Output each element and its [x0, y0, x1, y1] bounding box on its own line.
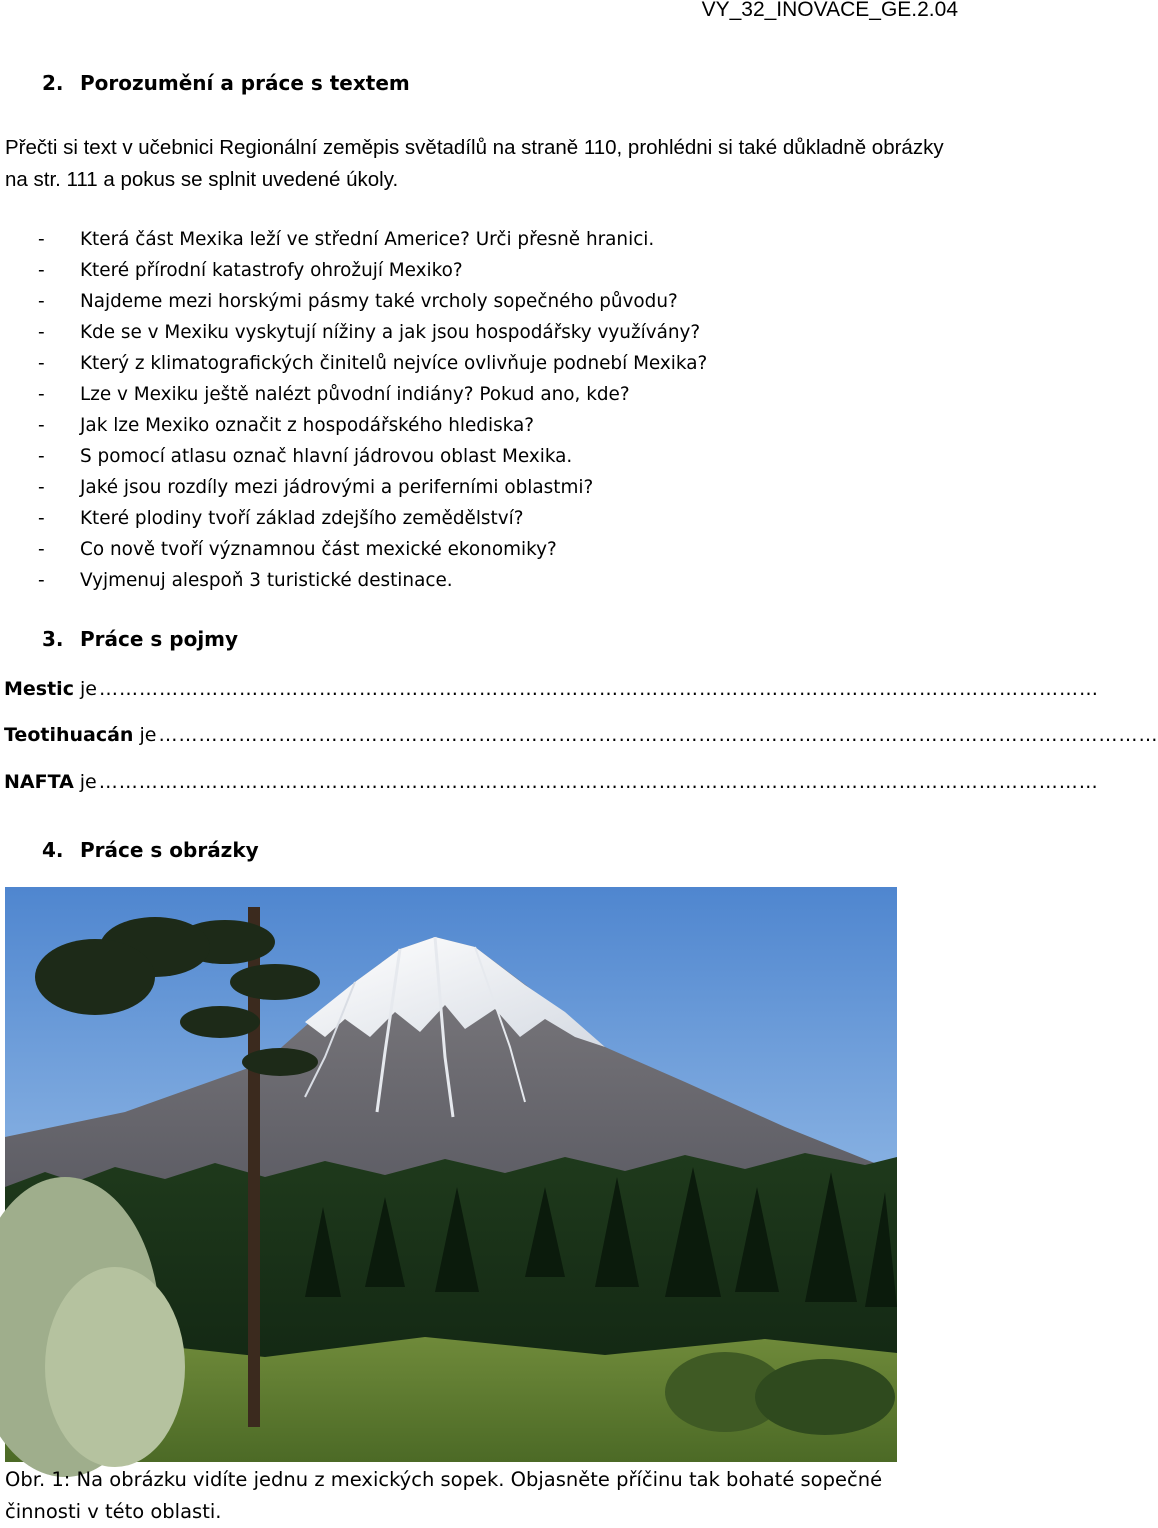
- term-suffix: je: [79, 771, 97, 793]
- section-3-number: 3.: [42, 627, 64, 651]
- task-item: - Kde se v Mexiku vyskytují nížiny a jak jsou hospodářsky využívány?: [38, 322, 701, 343]
- section-2-title: Porozumění a práce s textem: [80, 71, 410, 95]
- section-4-title: Práce s obrázky: [80, 838, 259, 862]
- task-item: - Jaké jsou rozdíly mezi jádrovými a periferními oblastmi?: [38, 477, 594, 498]
- term-suffix: je: [79, 678, 97, 700]
- task-item: - Která část Mexika leží ve střední Americe? Urči přesně hranici.: [38, 229, 655, 250]
- term-name: Teotihuacán: [4, 724, 134, 746]
- term-row-nafta: [4, 771, 1099, 801]
- task-item: - Které přírodní katastrofy ohrožují Mexiko?: [38, 260, 463, 281]
- section-2-intro: Přečti si text v učebnici Regionální zeměpis světadílů na straně 110, prohlédni si také důkladně obrázky na str. 111 a pokus se splnit uvedené úkoly.: [5, 136, 944, 191]
- task-item: - Které plodiny tvoří základ zdejšího zemědělství?: [38, 508, 524, 529]
- section-3-heading: [42, 627, 238, 651]
- task-item: - Vyjmenuj alespoň 3 turistické destinace.: [38, 570, 453, 591]
- task-item: - Lze v Mexiku ještě nalézt původní indiány? Pokud ano, kde?: [38, 384, 630, 405]
- term-row-teotihuacan: [4, 724, 1158, 754]
- section-2-number: 2.: [42, 71, 64, 95]
- task-item: - Jak lze Mexiko označit z hospodářského hlediska?: [38, 415, 535, 436]
- task-list: [38, 224, 707, 596]
- section-4-number: 4.: [42, 838, 64, 862]
- task-item: - Který z klimatografických činitelů nejvíce ovlivňuje podnebí Mexika?: [38, 353, 708, 374]
- term-name: Mestic: [4, 678, 74, 700]
- section-4-heading: [42, 838, 259, 862]
- volcano-photo: [5, 887, 897, 1462]
- answer-blank[interactable]: ……………………………………………………………………………………………………………………………………: [98, 771, 1099, 793]
- figure-caption: Obr. 1: Na obrázku vidíte jednu z mexických sopek. Objasněte příčinu tak bohaté sopečné činnosti v této oblasti.: [5, 1468, 883, 1523]
- answer-blank[interactable]: ……………………………………………………………………………………………………………………………………: [98, 678, 1099, 700]
- section-3-title: Práce s pojmy: [80, 627, 239, 651]
- term-row-mestic: [4, 678, 1099, 708]
- answer-blank[interactable]: ……………………………………………………………………………………………………………………………………: [158, 724, 1158, 746]
- document-code: VY_32_INOVACE_GE.2.04: [701, 0, 958, 21]
- term-suffix: je: [139, 724, 157, 746]
- task-item: - Najdeme mezi horskými pásmy také vrcholy sopečného původu?: [38, 291, 678, 312]
- section-2-heading: [42, 71, 410, 95]
- task-item: - S pomocí atlasu označ hlavní jádrovou oblast Mexika.: [38, 446, 573, 467]
- task-item: - Co nově tvoří významnou část mexické ekonomiky?: [38, 539, 557, 560]
- term-name: NAFTA: [4, 771, 74, 793]
